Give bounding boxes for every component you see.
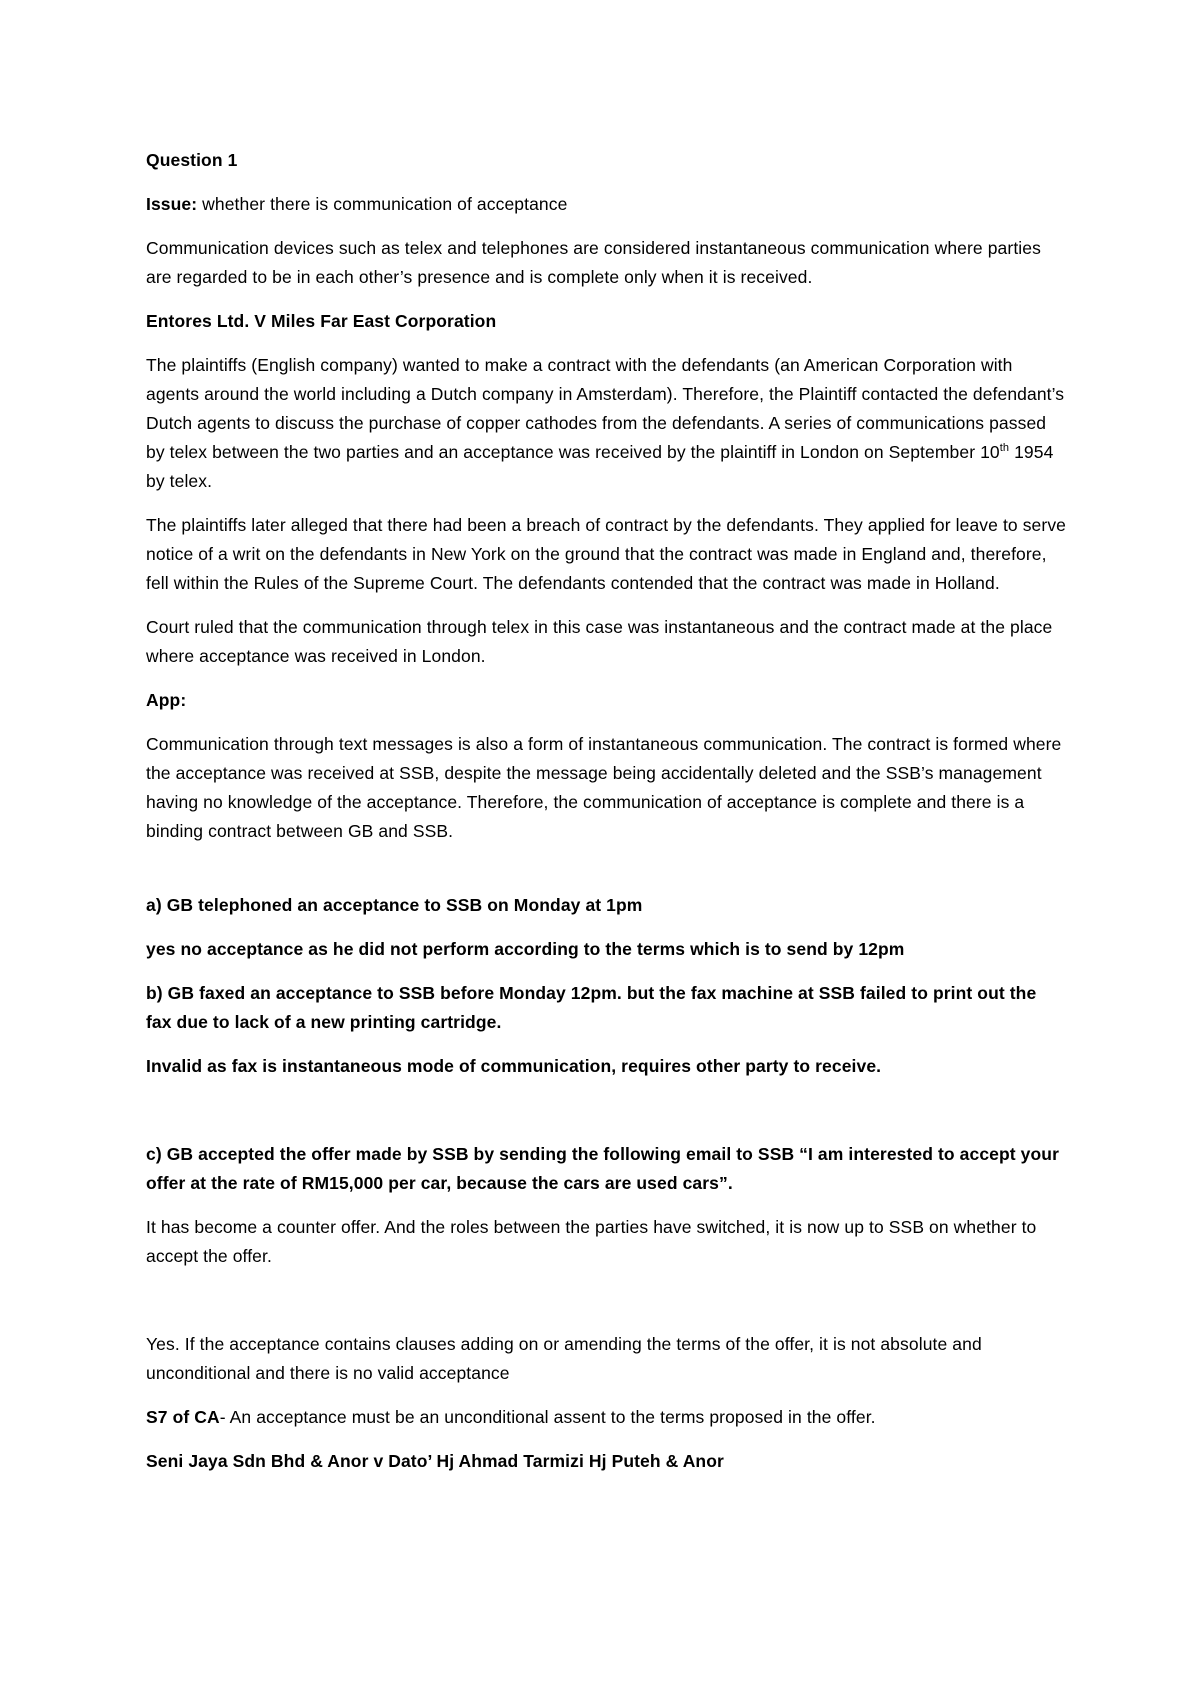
intro-paragraph: Communication devices such as telex and telephones are considered instantaneous communication where parties are regarded to be in each other’s presence and is complete only when it is received. [146, 238, 1041, 287]
question-title: Question 1 [146, 150, 238, 170]
app-paragraph: Communication through text messages is also a form of instantaneous communication. The contract is formed where the acceptance was received at SSB, despite the message being accidentally deleted and the SSB’s management having no knowledge of the acceptance. Therefore, the communication of acceptance is complete and there is a binding contract between GB and SSB. [146, 734, 1062, 841]
part-a-answer: yes no acceptance as he did not perform according to the terms which is to send by 12pm [146, 939, 905, 959]
case-title: Entores Ltd. V Miles Far East Corporation [146, 311, 497, 331]
part-c-question: c) GB accepted the offer made by SSB by sending the following email to SSB “I am interested to accept your offer at the rate of RM15,000 per car, because the cars are used cars”. [146, 1144, 1060, 1193]
s7-label: S7 of CA [146, 1407, 220, 1427]
ruling-paragraph: Court ruled that the communication through telex in this case was instantaneous and the contract made at the place where acceptance was received in London. [146, 617, 1053, 666]
s7-text: - An acceptance must be an unconditional assent to the terms proposed in the offer. [219, 1407, 876, 1427]
issue-paragraph [146, 190, 1066, 219]
yes-paragraph: Yes. If the acceptance contains clauses adding on or amending the terms of the offer, it is not absolute and unconditional and there is no valid acceptance [146, 1334, 982, 1383]
facts-paragraph-1 [146, 351, 1066, 496]
facts-text-end: 1954 by telex. [146, 442, 1054, 491]
document-body [146, 146, 1066, 1491]
app-label: App: [146, 690, 187, 710]
part-a-question: a) GB telephoned an acceptance to SSB on Monday at 1pm [146, 895, 643, 915]
s7-paragraph [146, 1403, 1066, 1432]
part-b-question: b) GB faxed an acceptance to SSB before Monday 12pm. but the fax machine at SSB failed to print out the fax due to lack of a new printing cartridge. [146, 983, 1037, 1032]
final-case-title: Seni Jaya Sdn Bhd & Anor v Dato’ Hj Ahmad Tarmizi Hj Puteh & Anor [146, 1451, 724, 1471]
part-c-answer: It has become a counter offer. And the roles between the parties have switched, it is now up to SSB on whether to accept the offer. [146, 1217, 1037, 1266]
facts-paragraph-2: The plaintiffs later alleged that there had been a breach of contract by the defendants. They applied for leave to serve notice of a writ on the defendants in New York on the ground that the contract was made in England and, therefore, fell within the Rules of the Supreme Court. The defendants contended that the contract was made in Holland. [146, 515, 1066, 593]
spacer [146, 861, 1066, 891]
spacer [146, 1286, 1066, 1330]
facts-text: The plaintiffs (English company) wanted to make a contract with the defendants (an American Corporation with agents around the world including a Dutch company in Amsterdam). Therefore, the Plaintiff contacted the defendant’s Dutch agents to discuss the purchase of copper cathodes from the defendants. A series of communications passed by telex between the two parties and an acceptance was received by the plaintiff in London on September 10 [146, 355, 1065, 462]
part-b-answer: Invalid as fax is instantaneous mode of communication, requires other party to receive. [146, 1056, 882, 1076]
issue-label: Issue: [146, 194, 198, 214]
ordinal-superscript: th [999, 442, 1010, 454]
issue-text: whether there is communication of acceptance [197, 194, 568, 214]
spacer [146, 1096, 1066, 1140]
